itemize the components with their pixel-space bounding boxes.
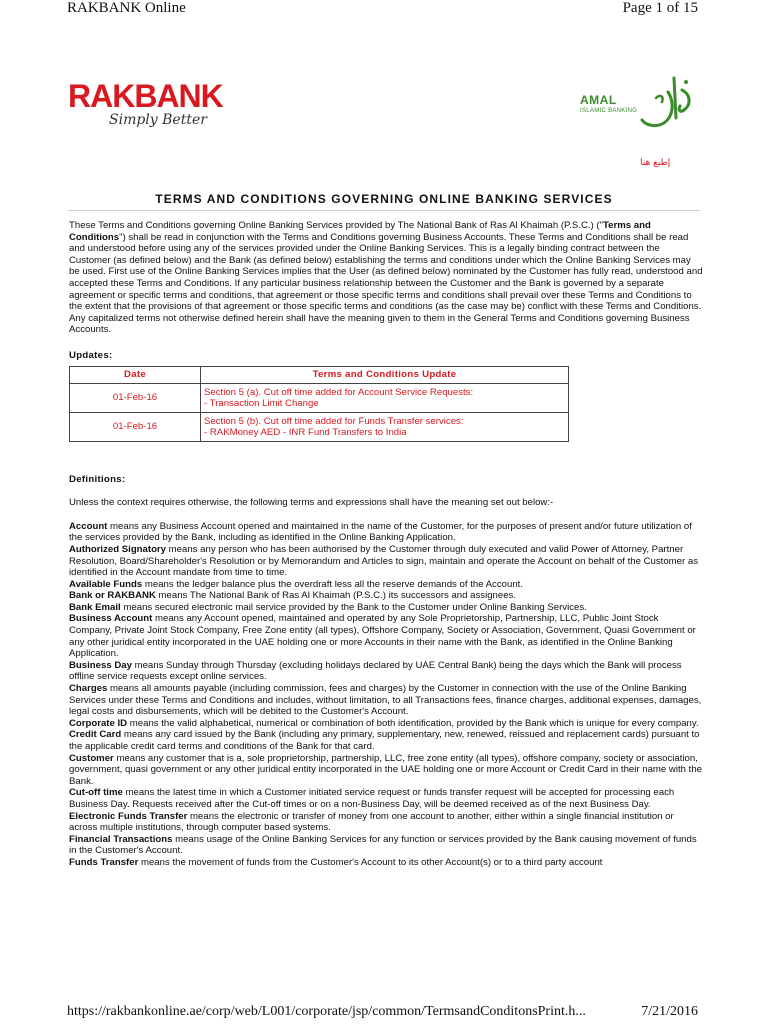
intro-text-c: ") shall be read in conjunction with the Terms and Conditions governing Business Accounts. These Terms and Conditions shall be read and understood before using any of the services provided under the Online Banking Services. This is a legally binding contract between the Customer (as defined below) and the Bank (as defined below) establishing the terms and conditions under which the Online Banking Services may be used. First use of the Online Banking Services implies that the User (as defined below) nominated by the Customer has fully read, understood and accepted these Terms and Conditions. If any particular business relationship between the Customer and the Bank is governed by a separate agreement or specific terms and conditions, that agreement or those specific terms and conditions shall prevail over these Terms and Conditions to the extent that the provisions of that agreement or those specific terms and conditions (as the case may be) conflict with these Terms and Conditions. Any capitalized terms not otherwise defined herein shall have the meaning given to them in the General Terms and Conditions governing Business Accounts. (69, 231, 703, 336)
definition-item: Authorized Signatory means any person who has been authorised by the Customer through duly executed and valid Power of Attorney, Partner Resolution, Board/Shareholder's Resolution or by Memorandum and Articles to sign, maintain and operate the Account on behalf of the Customer as identified in the Account mandate from time to time. (69, 543, 698, 579)
print-header-page: Page 1 of 15 (622, 0, 698, 16)
updates-table (69, 366, 569, 442)
intro-text-a: These Terms and Conditions governing Online Banking Services provided by The National Bank of Ras Al Khaimah (P.S.C.) (" (69, 220, 604, 231)
updates-label: Updates: (69, 349, 113, 361)
updates-header-row (70, 366, 569, 383)
logo-tagline: Simply Better (109, 112, 207, 128)
definitions-label: Definitions: (69, 473, 126, 485)
print-here-link[interactable]: إطبع هنا (640, 158, 671, 168)
definition-item: Customer means any customer that is a, sole proprietorship, partnership, LLC, free zone entity (all types), offshore company, society or association, government, quasi government or any other juridical entity incorporated in the UAE holding one or more Account or Credit Card in their name with the Bank. (69, 752, 702, 787)
table-row (70, 383, 569, 412)
update-date: 01-Feb-16 (70, 383, 201, 412)
update-date: 01-Feb-16 (70, 412, 201, 441)
definitions-intro: Unless the context requires otherwise, the following terms and expressions shall have the meaning set out below:- (69, 497, 554, 509)
document-body (69, 220, 703, 869)
definition-item: Financial Transactions means usage of the Online Banking Services for any function or services provided by the Bank causing movement of funds in the Customer's Account. (69, 833, 697, 857)
print-footer-date: 7/21/2016 (641, 1004, 698, 1019)
print-footer (0, 1004, 768, 1022)
definition-item: Cut-off time means the latest time in which a Customer initiated service request or funds transfer request will be accepted for processing each Business Day. Requests received after the Cut-off times or on a non-Business Day, will be deemed received as of the next Business Day. (69, 787, 675, 810)
table-row (70, 412, 569, 441)
definition-item: Electronic Funds Transfer means the electronic or transfer of money from one account to another, either within a single financial institution or across multiple institutions, through computer based systems. (69, 810, 674, 834)
intro-paragraph (69, 220, 703, 336)
amal-word: AMAL (580, 93, 617, 107)
print-header (0, 0, 768, 18)
definition-item: Business Day means Sunday through Thursday (excluding holidays declared by UAE Central Bank) being the days which the Bank will process offline service requests except online services. (69, 659, 682, 683)
update-text: Section 5 (a). Cut off time added for Account Service Requests: - Transaction Limit Change (201, 383, 569, 412)
updates-header-update: Terms and Conditions Update (201, 366, 569, 383)
definition-item: Charges means all amounts payable (including commission, fees and charges) by the Customer in connection with the use of the Online Banking Services under these Terms and Conditions and includes, without limitation, to all Transactions fees, finance charges, additional expenses, damages, legal costs and disbursements, which will be debited to the Customer's Account. (69, 683, 702, 718)
amal-subtitle: ISLAMIC BANKING (580, 108, 638, 114)
print-header-title: RAKBANK Online (67, 0, 186, 16)
updates-header-date: Date (70, 366, 201, 383)
amal-logo (566, 70, 696, 130)
definition-item: Funds Transfer means the movement of funds from the Customer's Account to its other Account(s) or to a third party account (69, 856, 603, 868)
document-title: TERMS AND CONDITIONS GOVERNING ONLINE BANKING SERVICES (155, 192, 613, 206)
definition-item: Available Funds means the ledger balance plus the overdraft less all the reserve demands of the Account. (69, 578, 523, 590)
definition-item: Corporate ID means the valid alphabetical, numerical or combination of both identification, provided by the Bank which is unique for every company. (69, 717, 699, 729)
update-text: Section 5 (b). Cut off time added for Funds Transfer services: - RAKMoney AED - INR Fund Transfers to India (201, 412, 569, 441)
definition-item: Bank Email means secured electronic mail service provided by the Bank to the Customer under Online Banking Services. (69, 601, 587, 613)
intro-term: Terms and Conditions (69, 220, 651, 243)
logo-word: RAKBANK (68, 78, 223, 114)
print-footer-url: https://rakbankonline.ae/corp/web/L001/corporate/jsp/common/TermsandConditonsPrint.h... (67, 1004, 586, 1019)
definition-item: Bank or RAKBANK means The National Bank of Ras Al Khaimah (P.S.C.) its successors and assignees. (69, 590, 517, 602)
definition-item: Credit Card means any card issued by the Bank (including any primary, supplementary, new, renewed, reissued and replacement cards) pursuant to the applicable credit card terms and conditions of the Bank for that card. (69, 729, 700, 752)
rakbank-logo (68, 80, 248, 132)
amal-calligraphy-icon (634, 70, 696, 130)
definition-item: Business Account means any Account opened, maintained and operated by any Sole Proprietorship, Partnership, LLC, Public Joint Stock Company, Private Joint Stock Company, Free Zone entity (all types), Offshore Company, Society or Association, Government, Quasi Government or any other juridical entity incorporated in the UAE holding one or more Accounts in their name with the Bank, as identified in the Online Banking Application. (69, 613, 696, 660)
title-divider (68, 210, 700, 211)
definition-item: Account means any Business Account opened and maintained in the name of the Customer, for the purposes of present and/or future utilization of the services provided by the Bank, including as identified in the Online Banking Application. (69, 520, 692, 544)
